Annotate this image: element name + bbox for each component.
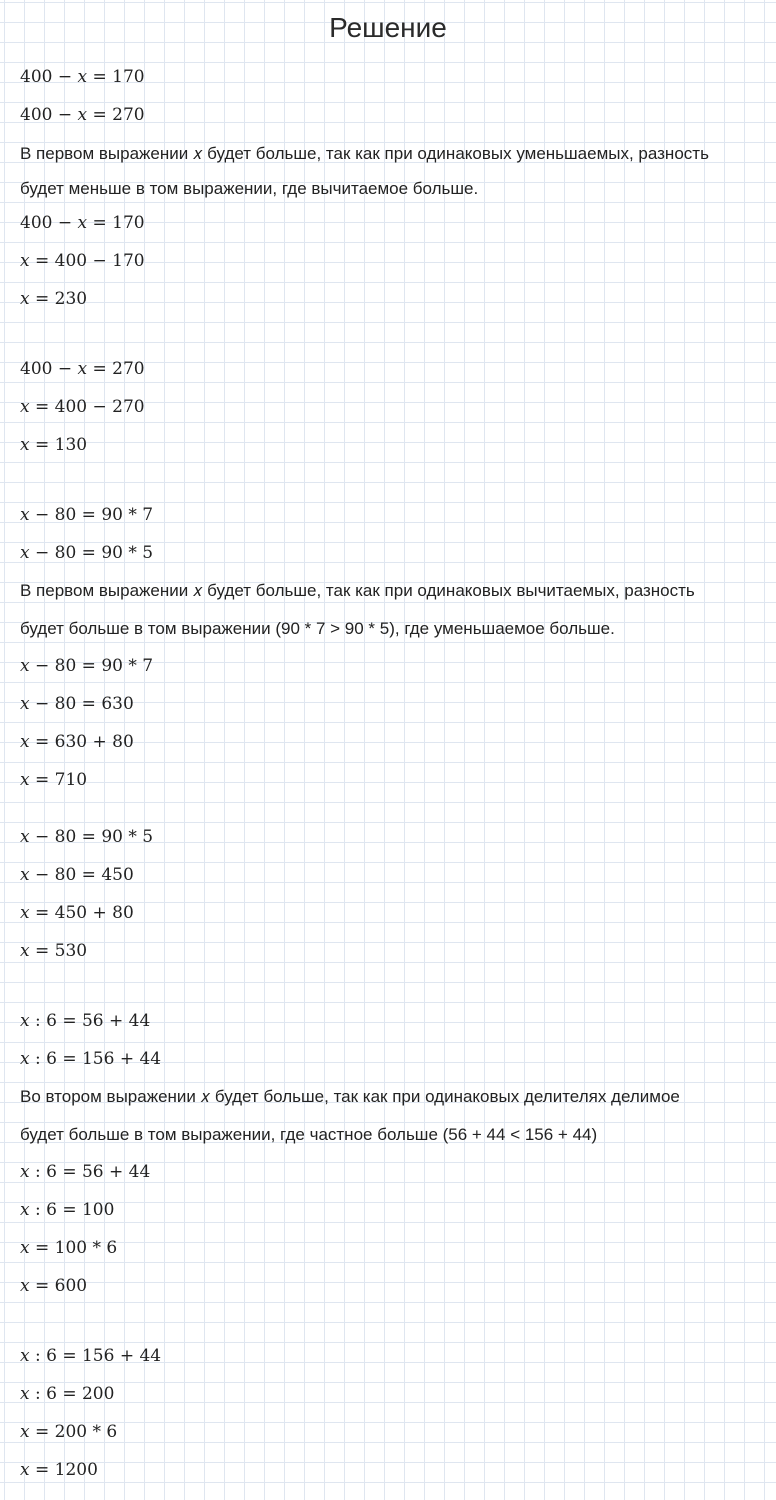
- solution-line: 𝑥 = 130: [20, 435, 88, 455]
- solution-line: 𝑥 = 630 + 80: [20, 732, 134, 752]
- solution-line: Во втором выражении 𝑥 будет больше, так как при одинаковых делителях делимое: [20, 1087, 680, 1106]
- solution-line: 400 − 𝑥 = 170: [20, 67, 145, 87]
- solution-line: 𝑥 : 6 = 100: [20, 1200, 115, 1220]
- solution-line: 400 − 𝑥 = 170: [20, 213, 145, 233]
- solution-line: 𝑥 = 400 − 270: [20, 397, 145, 417]
- page-title: Решение: [329, 12, 447, 43]
- solution-line: 𝑥 : 6 = 156 + 44: [20, 1049, 162, 1069]
- solution-line: будет больше в том выражении, где частное больше (56 + 44 < 156 + 44): [20, 1125, 598, 1144]
- solution-line: 𝑥 = 600: [20, 1276, 88, 1296]
- solution-line: 𝑥 : 6 = 56 + 44: [20, 1162, 151, 1182]
- solution-line: 𝑥 − 80 = 90 * 5: [20, 543, 154, 563]
- solution-line: В первом выражении 𝑥 будет больше, так как при одинаковых уменьшаемых, разность: [20, 144, 709, 163]
- solution-line: 𝑥 − 80 = 450: [20, 865, 134, 885]
- solution-line: 𝑥 : 6 = 56 + 44: [20, 1011, 151, 1031]
- solution-line: 𝑥 = 100 * 6: [20, 1238, 118, 1258]
- solution-line: 𝑥 − 80 = 90 * 5: [20, 827, 154, 847]
- solution-line: 𝑥 : 6 = 156 + 44: [20, 1346, 162, 1366]
- solution-line: 𝑥 = 200 * 6: [20, 1422, 118, 1442]
- solution-line: 400 − 𝑥 = 270: [20, 359, 145, 379]
- solution-line: 400 − 𝑥 = 270: [20, 105, 145, 125]
- solution-line: В первом выражении 𝑥 будет больше, так как при одинаковых вычитаемых, разность: [20, 581, 695, 600]
- solution-line: 𝑥 = 230: [20, 289, 88, 309]
- solution-line: 𝑥 = 710: [20, 770, 88, 790]
- solution-line: 𝑥 = 450 + 80: [20, 903, 134, 923]
- solution-line: 𝑥 − 80 = 90 * 7: [20, 656, 154, 676]
- solution-line: 𝑥 − 80 = 90 * 7: [20, 505, 154, 525]
- solution-line: 𝑥 = 400 − 170: [20, 251, 145, 271]
- solution-line: 𝑥 = 1200: [20, 1460, 98, 1480]
- solution-line: будет меньше в том выражении, где вычитаемое больше.: [20, 179, 479, 198]
- solution-line: 𝑥 : 6 = 200: [20, 1384, 115, 1404]
- solution-line: 𝑥 = 530: [20, 941, 88, 961]
- solution-line: 𝑥 − 80 = 630: [20, 694, 134, 714]
- solution-line: будет больше в том выражении (90 * 7 > 90 * 5), где уменьшаемое больше.: [20, 619, 615, 638]
